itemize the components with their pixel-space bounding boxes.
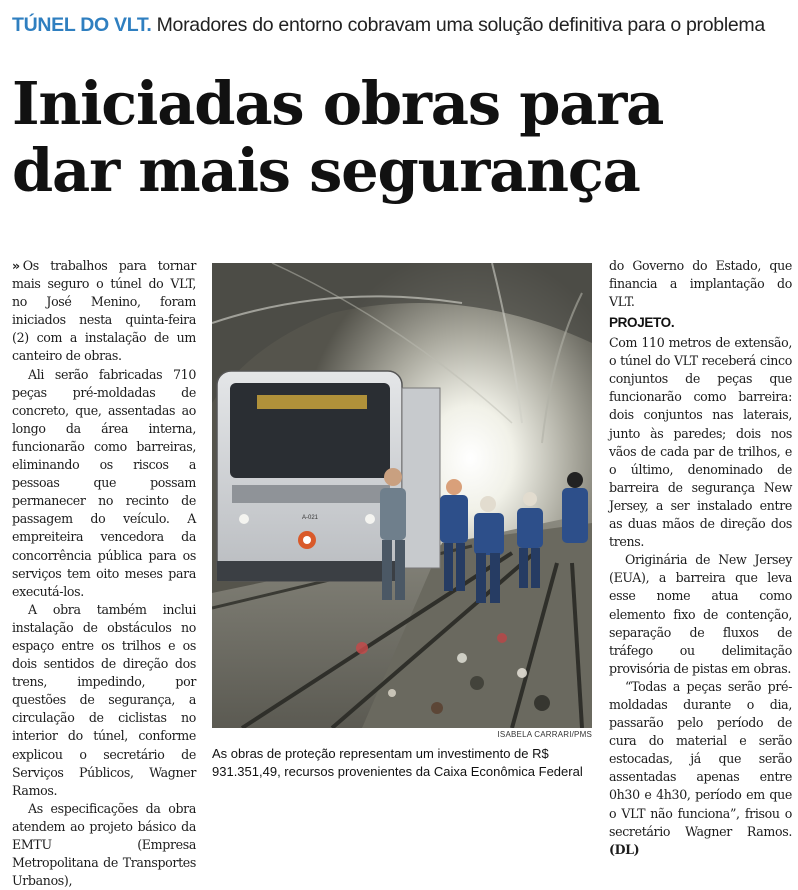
photo-credit: ISABELA CARRARI/PMS (497, 730, 592, 739)
paragraph (609, 678, 792, 859)
paragraph-text: “Todas a peças serão pré-moldadas durante o dia, passarão pelo período de cura do material e serão estocadas, já que serão assentadas apenas entre 0h30 e 4h30, período em que o VLT não funciona”, frisou o secretário Wagner Ramos. (609, 678, 792, 839)
headline (12, 70, 792, 204)
paragraph: Ali serão fabricadas 710 peças pré-moldadas de concreto, que, assentadas ao longo da área interna, funcionarão como barreiras, eliminando os riscos a pessoas que possam permanecer no recinto de passagem do veículo. A empreiteira vencedora da concorrência pública para os serviços tem oito meses para executá-los. (12, 366, 196, 599)
author-signature: (DL) (609, 841, 640, 857)
double-chevron-right-icon: » (12, 258, 20, 273)
paragraph (12, 257, 196, 366)
paragraph: do Governo do Estado, que financia a implantação do VLT. (609, 258, 792, 310)
photo-caption: As obras de proteção representam um investimento de R$ 931.351,49, recursos provenientes da Caixa Econômica Federal (212, 746, 583, 779)
tunnel-photo (212, 263, 592, 728)
headline-line-1: Iniciadas obras para (12, 69, 664, 138)
headline-line-2: dar mais segurança (12, 136, 640, 205)
kicker-subtitle: Moradores do entorno cobravam uma solução definitiva para o problema (156, 14, 765, 36)
article-column-right-continuation (609, 257, 792, 311)
train-number-label: A-021 (301, 515, 319, 521)
paragraph: A obra também inclui instalação de obstáculos no espaço entre os trilhos e os dois sentidos de direção dos trens, impedindo, por questões de segurança, a circulação de ciclistas no interior do túnel, conforme explicou o secretário de Serviços Públicos, Wagner Ramos. (12, 601, 196, 798)
paragraph: Originária de New Jersey (EUA), a barreira que leva esse nome atua como elemento fixo de contenção, separação de fluxos de tráfego ou delimitação provisória de pistas em obras. (609, 552, 792, 676)
kicker-line (12, 14, 792, 37)
section-heading: PROJETO. (609, 315, 675, 330)
paragraph: As especificações da obra atendem ao projeto básico da EMTU (Empresa Metropolitana de Transportes Urbanos), (12, 800, 196, 889)
paragraph-text: Os trabalhos para tornar mais seguro o túnel do VLT, no José Menino, foram iniciados nesta quinta-feira (2) com a instalação de um canteiro de obras. (12, 258, 196, 364)
paragraph: Com 110 metros de extensão, o túnel do VLT receberá cinco conjuntos de peças que funcionarão como barreira: dois conjuntos nas laterais, junto às paredes; dois nos vãos de cada par de trilhos, e o último, denominado de barreira de segurança New Jersey, a ser instalado entre as duas mãos de direção dos trens. (609, 335, 792, 550)
kicker-tag: TÚNEL DO VLT. (12, 14, 152, 36)
article-column-left (12, 257, 196, 890)
article-column-right (609, 314, 792, 859)
